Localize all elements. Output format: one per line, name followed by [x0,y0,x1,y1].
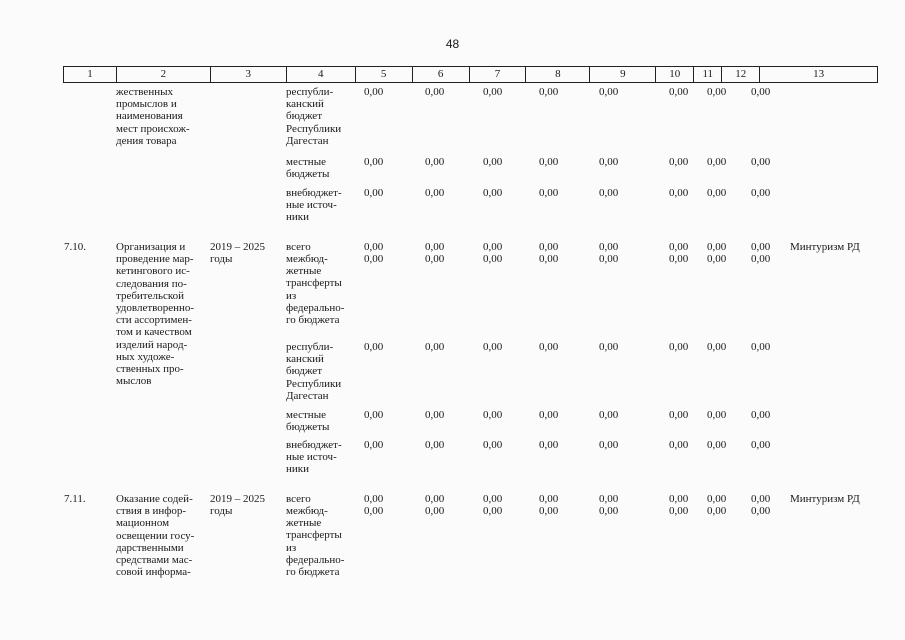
amount-cell: 0,00 [669,341,689,353]
amount-cell: 0,00 [364,493,384,505]
measure-description-line: наименования [116,110,183,123]
amount-cell: 0,00 [599,156,619,168]
funding-source-label [286,409,356,433]
measure-description-line: изделий народ- [116,338,188,351]
amount-cell: 0,00 [669,253,689,265]
amount-cell: 0,00 [364,409,384,421]
measure-description-line: том и качеством [116,326,192,339]
amount-cell: 0,00 [751,241,771,253]
funding-source-label-line: федерально- [286,301,345,314]
amount-cell: 0,00 [364,253,384,265]
amount-cell: 0,00 [599,439,619,451]
amount-cell: 0,00 [707,341,727,353]
amount-cell: 0,00 [425,505,445,517]
funding-source-label-line: ные источ- [286,199,337,212]
funding-source-label-line: го бюджета [286,566,340,579]
measure-description-line: дарственными [116,541,184,554]
amount-cell: 0,00 [599,493,619,505]
measure-description-line: ных художе- [116,350,175,363]
funding-source-label-line: республи- [286,341,334,353]
amount-cell: 0,00 [539,86,559,98]
header-col-10: 10 [655,67,693,82]
amount-cell: 0,00 [539,341,559,353]
funding-source-label-line: трансферты [286,277,342,290]
header-col-9: 9 [589,67,655,82]
funding-source-label-line: республи- [286,86,334,98]
header-col-1: 1 [87,68,93,80]
measure-description-line: удовлетворенно- [116,302,195,315]
funding-source-label-line: канский [286,353,324,366]
amount-cell: 0,00 [751,439,771,451]
funding-source-label [286,187,356,224]
funding-source-label-line: внебюджет- [286,439,342,451]
amount-cell: 0,00 [483,409,503,421]
amount-cell: 0,00 [669,187,689,199]
amount-cell: 0,00 [599,341,619,353]
header-col-6: 6 [412,67,469,82]
header-col-2: 2 [116,67,210,82]
measure-number: 7.11. [64,493,86,505]
amount-cell: 0,00 [483,156,503,168]
amount-cell: 0,00 [425,187,445,199]
funding-source-label-line: из [286,289,297,302]
funding-source-label [286,439,356,476]
amount-cell: 0,00 [751,253,771,265]
amount-cell: 0,00 [707,187,727,199]
header-col-8: 8 [525,67,589,82]
funding-source-label [286,86,356,147]
measure-description-line: средствами мас- [116,554,193,567]
funding-source-label-line: федерально- [286,553,345,566]
amount-cell: 0,00 [364,187,384,199]
measure-description [116,86,202,147]
funding-source-label-line: местные [286,409,326,421]
amount-cell: 0,00 [425,253,445,265]
header-col-13: 13 [759,67,877,82]
amount-cell: 0,00 [707,241,727,253]
amount-cell: 0,00 [669,156,689,168]
measure-description-line: жественных [116,86,173,98]
funding-source-label-line: бюджеты [286,168,330,181]
amount-cell: 0,00 [751,156,771,168]
amount-cell: 0,00 [425,86,445,98]
period [210,493,272,517]
amount-cell: 0,00 [364,241,384,253]
measure-description-line: ственных про- [116,363,184,376]
period-line: 2019 – 2025 [210,241,265,253]
measure-description-line: ствия в инфор- [116,505,187,518]
amount-cell: 0,00 [599,409,619,421]
funding-source-label-line: местные [286,156,326,168]
funding-source-label-line: ные источ- [286,451,337,464]
funding-source-label-line: ники [286,211,310,224]
funding-source-label-line: ники [286,463,310,476]
funding-source-label-line: межбюд- [286,253,328,265]
header-col-3: 3 [210,67,286,82]
funding-source-label-line: канский [286,98,324,111]
measure-description-line: проведение мар- [116,253,194,266]
amount-cell: 0,00 [425,241,445,253]
amount-cell: 0,00 [669,505,689,517]
amount-cell: 0,00 [751,341,771,353]
funding-source-label-line: жетные [286,517,322,530]
amount-cell: 0,00 [539,505,559,517]
measure-description-line: освещении госу- [116,529,195,542]
amount-cell: 0,00 [483,187,503,199]
funding-source-label [286,253,356,326]
measure-description-line: кетингового ис- [116,265,190,278]
amount-cell: 0,00 [364,505,384,517]
amount-cell: 0,00 [669,241,689,253]
measure-description [116,493,202,578]
total-label: всего [286,241,311,253]
amount-cell: 0,00 [539,187,559,199]
amount-cell: 0,00 [364,439,384,451]
amount-cell: 0,00 [364,156,384,168]
amount-cell: 0,00 [599,187,619,199]
amount-cell: 0,00 [364,341,384,353]
measure-description-line: сти ассортимен- [116,314,192,327]
amount-cell: 0,00 [599,241,619,253]
measure-description-line: Оказание содей- [116,493,193,505]
period [210,241,272,265]
amount-cell: 0,00 [539,253,559,265]
amount-cell: 0,00 [669,409,689,421]
funding-source-label-line: Дагестан [286,134,329,147]
amount-cell: 0,00 [669,493,689,505]
amount-cell: 0,00 [425,493,445,505]
amount-cell: 0,00 [751,493,771,505]
amount-cell: 0,00 [425,341,445,353]
amount-cell: 0,00 [669,86,689,98]
amount-cell: 0,00 [707,439,727,451]
funding-source-label-line: Республики [286,122,342,135]
period-line: годы [210,253,233,266]
funding-source-label-line: Дагестан [286,389,329,402]
amount-cell: 0,00 [425,409,445,421]
funding-source-label-line: межбюд- [286,505,328,517]
amount-cell: 0,00 [483,439,503,451]
measure-description-line: требительской [116,289,185,302]
measure-description-line: дения товара [116,134,177,147]
amount-cell: 0,00 [707,86,727,98]
funding-source-label [286,341,356,402]
amount-cell: 0,00 [707,253,727,265]
measure-description-line: мационном [116,517,170,530]
period-line: годы [210,505,233,518]
amount-cell: 0,00 [483,253,503,265]
header-col-4: 4 [286,67,355,82]
page-number: 48 [445,37,460,51]
measure-description [116,241,202,387]
amount-cell: 0,00 [751,86,771,98]
funding-source-label-line: бюджет [286,110,322,123]
measure-number: 7.10. [64,241,86,253]
amount-cell: 0,00 [669,439,689,451]
measure-description-line: совой информа- [116,566,191,579]
amount-cell: 0,00 [751,187,771,199]
amount-cell: 0,00 [707,156,727,168]
funding-source-label-line: жетные [286,265,322,278]
amount-cell: 0,00 [364,86,384,98]
amount-cell: 0,00 [483,241,503,253]
measure-description-line: промыслов и [116,98,177,111]
amount-cell: 0,00 [707,409,727,421]
funding-source-label-line: бюджеты [286,421,330,434]
table-header [63,66,878,83]
amount-cell: 0,00 [539,156,559,168]
measure-description-line: следования по- [116,277,187,290]
amount-cell: 0,00 [599,253,619,265]
amount-cell: 0,00 [707,493,727,505]
amount-cell: 0,00 [751,505,771,517]
measure-description-line: Организация и [116,241,186,253]
amount-cell: 0,00 [425,439,445,451]
amount-cell: 0,00 [483,493,503,505]
amount-cell: 0,00 [483,505,503,517]
amount-cell: 0,00 [539,241,559,253]
amount-cell: 0,00 [483,341,503,353]
amount-cell: 0,00 [751,409,771,421]
funding-source-label-line: внебюджет- [286,187,342,199]
period-line: 2019 – 2025 [210,493,265,505]
amount-cell: 0,00 [425,156,445,168]
header-col-5: 5 [355,67,412,82]
amount-cell: 0,00 [539,439,559,451]
amount-cell: 0,00 [483,86,503,98]
header-col-12: 12 [721,67,759,82]
funding-source-label [286,505,356,578]
measure-description-line: мест происхож- [116,122,190,135]
funding-source-label-line: го бюджета [286,314,340,327]
header-col-11: 11 [693,67,721,82]
executor: Минтуризм РД [790,493,860,505]
executor: Минтуризм РД [790,241,860,253]
amount-cell: 0,00 [539,409,559,421]
funding-source-label [286,156,356,180]
funding-source-label-line: Республики [286,377,342,390]
amount-cell: 0,00 [599,86,619,98]
funding-source-label-line: бюджет [286,365,322,378]
amount-cell: 0,00 [599,505,619,517]
amount-cell: 0,00 [707,505,727,517]
funding-source-label-line: из [286,541,297,554]
amount-cell: 0,00 [539,493,559,505]
header-col-7: 7 [469,67,526,82]
funding-source-label-line: трансферты [286,529,342,542]
total-label: всего [286,493,311,505]
measure-description-line: мыслов [116,375,152,388]
